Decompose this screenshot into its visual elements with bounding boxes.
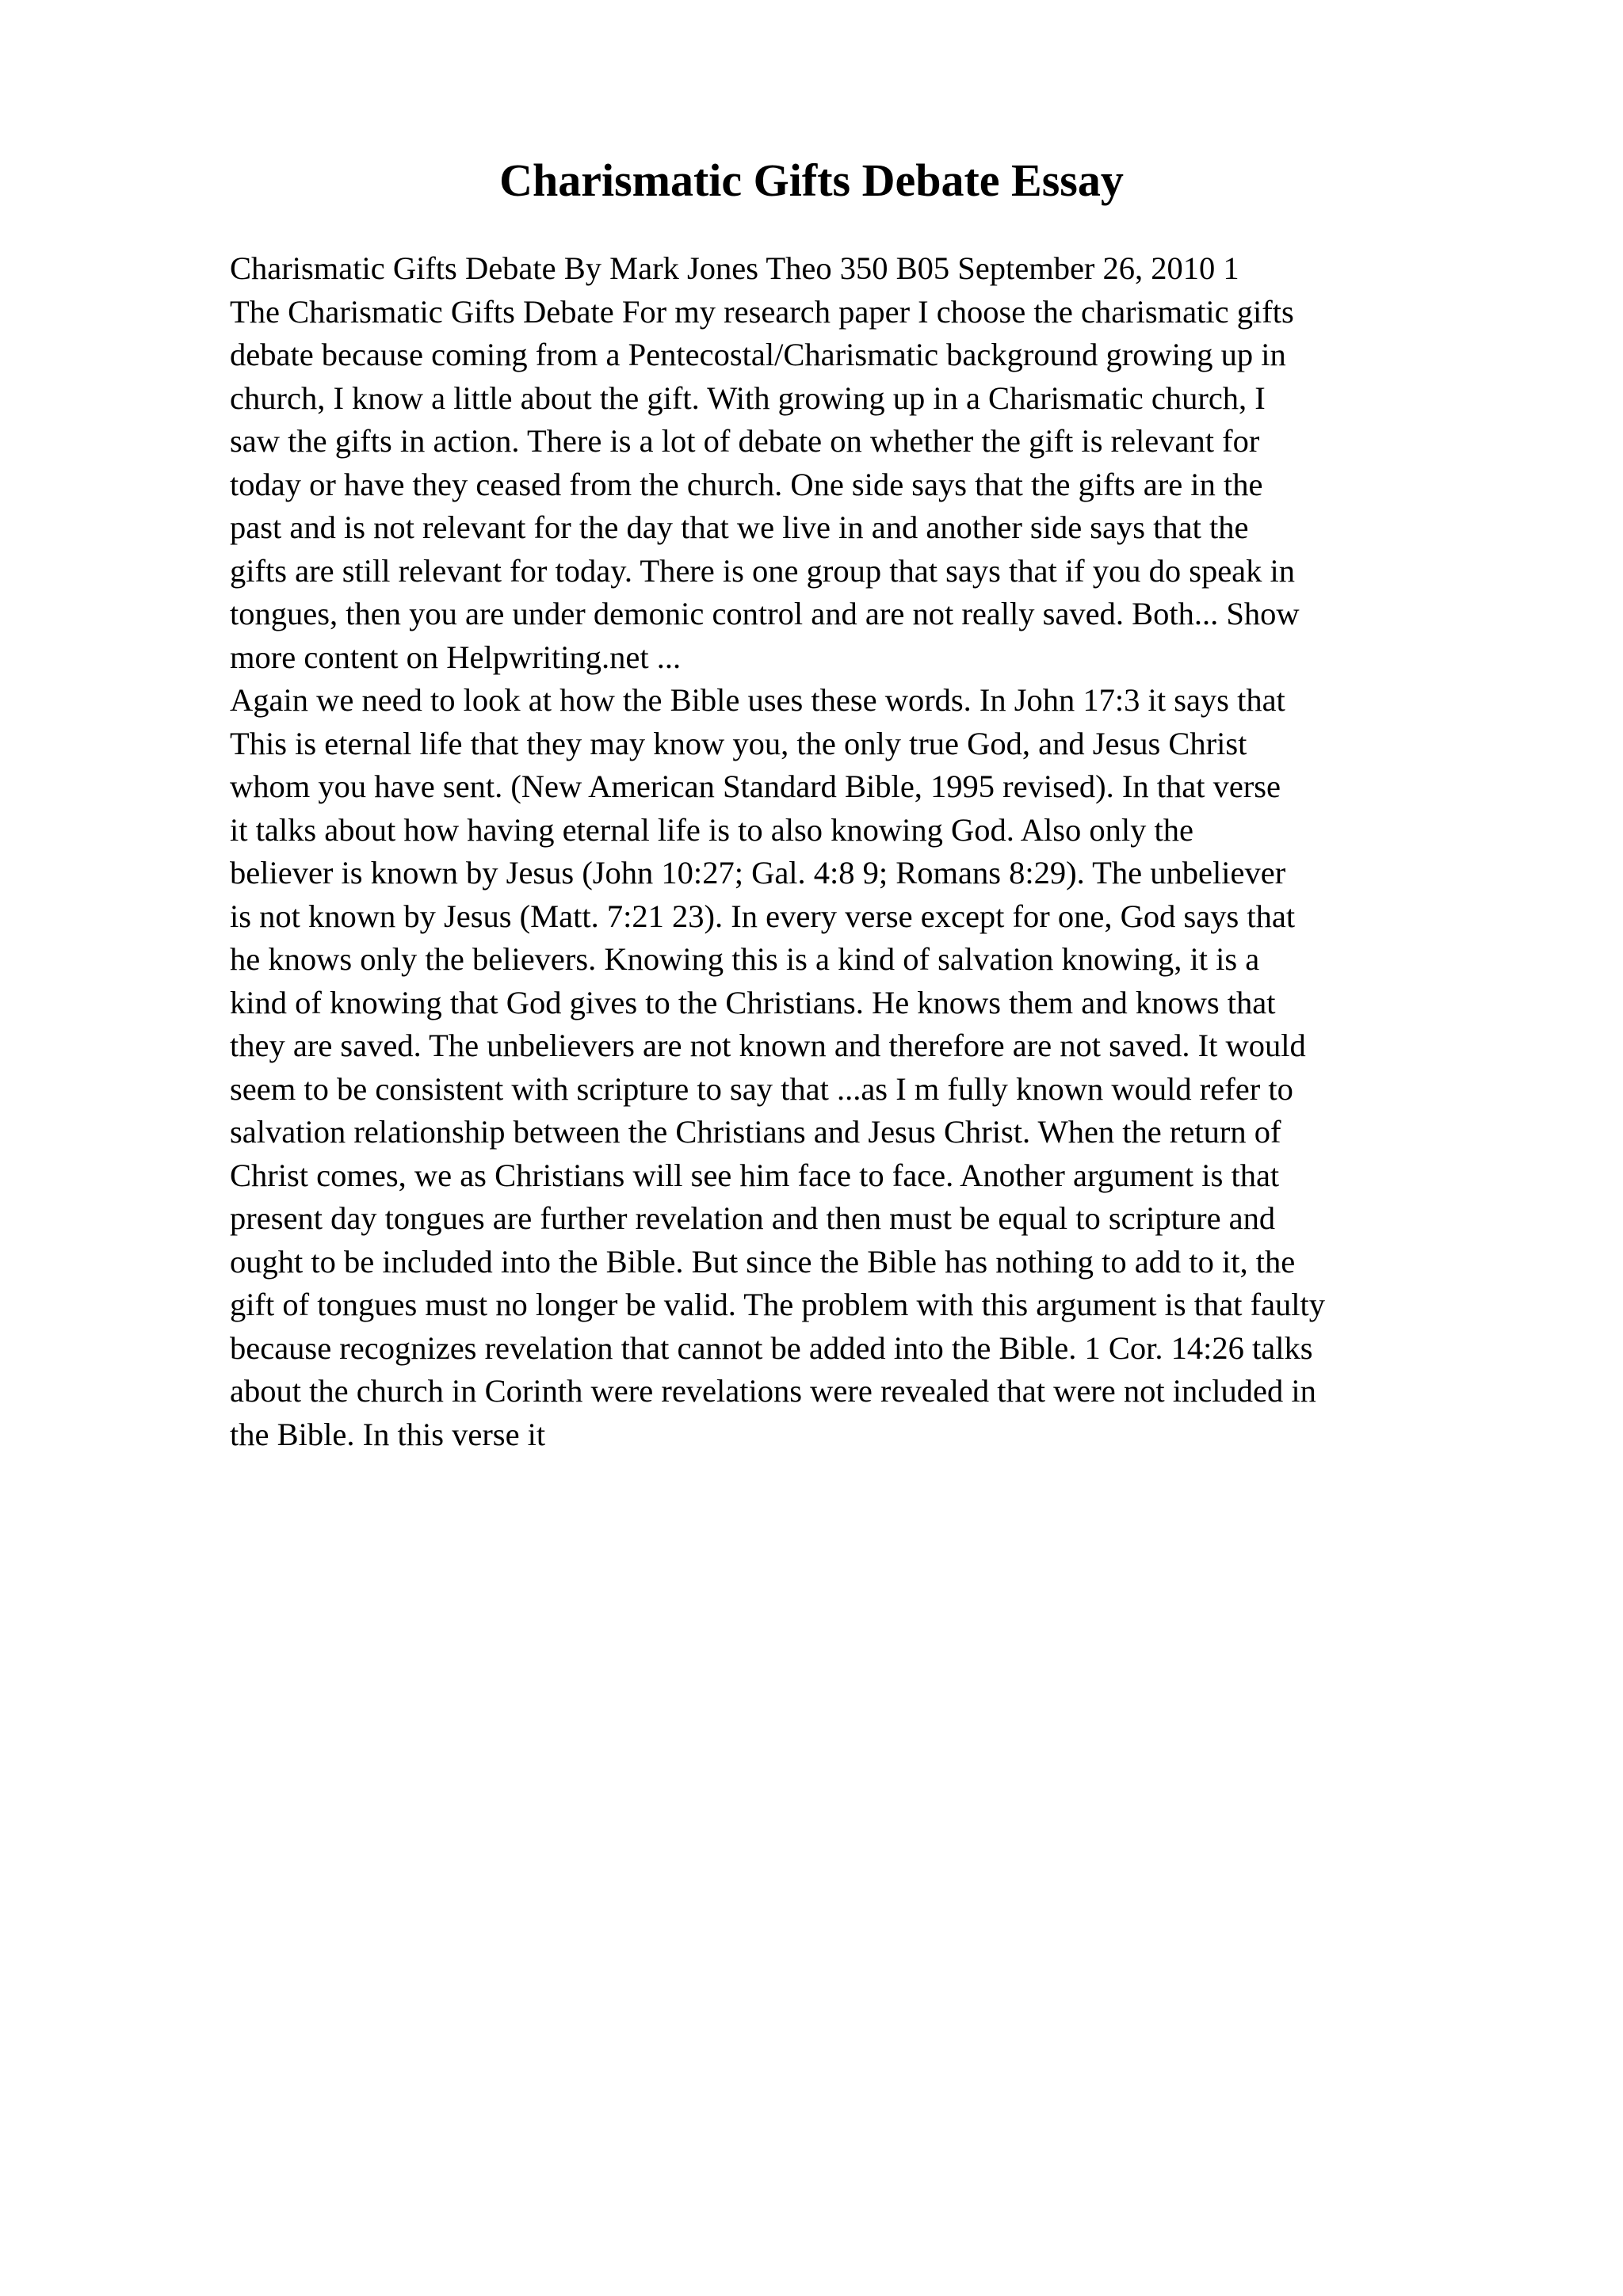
body-line: seem to be consistent with scripture to say that ...as I m fully known would refer to: [230, 1070, 1293, 1107]
body-line: it talks about how having eternal life is to also knowing God. Also only the: [230, 811, 1193, 848]
body-line: because recognizes revelation that cannot be added into the Bible. 1 Cor. 14:26 talks: [230, 1329, 1313, 1366]
body-line: present day tongues are further revelation and then must be equal to scripture and: [230, 1200, 1276, 1236]
body-line: Christ comes, we as Christians will see him face to face. Another argument is that: [230, 1157, 1280, 1193]
body-line: Charismatic Gifts Debate By Mark Jones Theo 350 B05 September 26, 2010 1: [230, 250, 1239, 286]
body-line: The Charismatic Gifts Debate For my research paper I choose the charismatic gifts: [230, 293, 1294, 330]
body-line: the Bible. In this verse it: [230, 1416, 546, 1452]
body-line: about the church in Corinth were revelations were revealed that were not included in: [230, 1373, 1316, 1409]
body-line: kind of knowing that God gives to the Christians. He knows them and knows that: [230, 984, 1276, 1020]
body-line: more content on Helpwriting.net ...: [230, 639, 682, 675]
body-line: is not known by Jesus (Matt. 7:21 23). In every verse except for one, God says that: [230, 898, 1296, 934]
body-line: salvation relationship between the Christians and Jesus Christ. When the return of: [230, 1114, 1281, 1150]
body-line: past and is not relevant for the day that we live in and another side says that the: [230, 509, 1249, 545]
body-line: they are saved. The unbelievers are not known and therefore are not saved. It would: [230, 1028, 1306, 1063]
body-line: ought to be included into the Bible. But since the Bible has nothing to add to it, the: [230, 1243, 1296, 1280]
body-line: Again we need to look at how the Bible uses these words. In John 17:3 it says that: [230, 682, 1285, 718]
body-line: tongues, then you are under demonic control and are not really saved. Both... Show: [230, 596, 1300, 631]
document-title: Charismatic Gifts Debate Essay: [499, 154, 1124, 206]
body-line: debate because coming from a Pentecostal/Charismatic background growing up in: [230, 337, 1286, 372]
document-body: [230, 247, 1529, 1456]
body-line: he knows only the believers. Knowing this is a kind of salvation knowing, it is a: [230, 941, 1260, 977]
body-line: whom you have sent. (New American Standard Bible, 1995 revised). In that verse: [230, 769, 1281, 804]
body-line: gift of tongues must no longer be valid. The problem with this argument is that faulty: [230, 1287, 1326, 1322]
body-line: This is eternal life that they may know you, the only true God, and Jesus Christ: [230, 725, 1247, 761]
body-line: today or have they ceased from the church. One side says that the gifts are in the: [230, 466, 1263, 502]
body-line: gifts are still relevant for today. There is one group that says that if you do speak in: [230, 552, 1296, 589]
body-line: saw the gifts in action. There is a lot of debate on whether the gift is relevant for: [230, 423, 1260, 459]
body-line: church, I know a little about the gift. With growing up in a Charismatic church, I: [230, 379, 1266, 416]
body-line: believer is known by Jesus (John 10:27; Gal. 4:8 9; Romans 8:29). The unbeliever: [230, 855, 1286, 891]
